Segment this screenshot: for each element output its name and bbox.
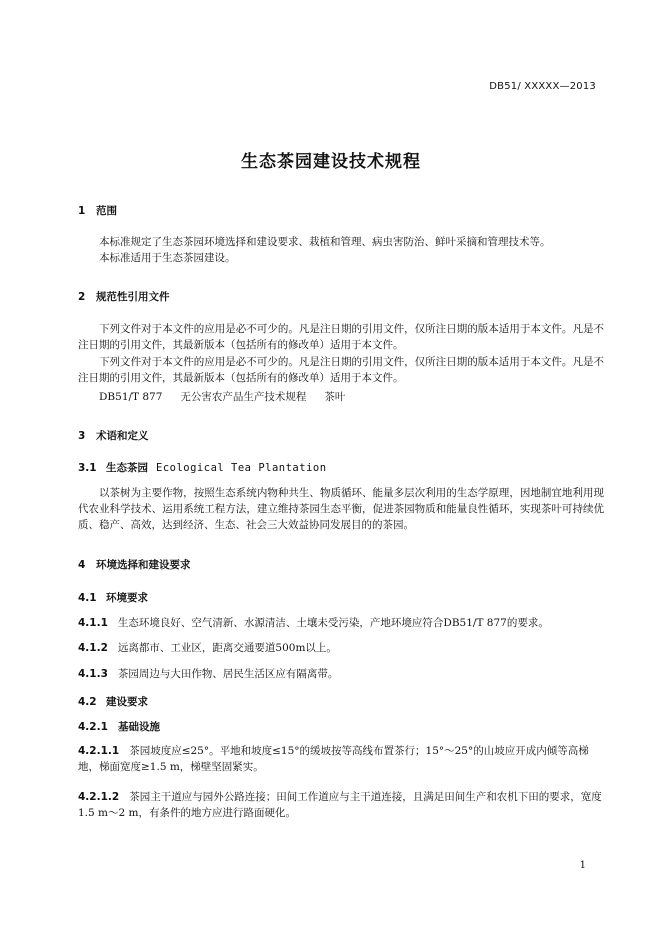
- reference-code: DB51/T 877: [99, 391, 163, 403]
- paragraph: 本标准规定了生态茶园环境选择和建设要求、栽植和管理、病虫害防治、鲜叶采摘和管理技术等。: [99, 236, 551, 248]
- clause-text: 茶园周边与大田作物、居民生活区应有隔离带。: [117, 668, 339, 680]
- section-heading-3: [78, 428, 149, 443]
- section-title: 环境选择和建设要求: [96, 559, 191, 571]
- section-number: 3: [78, 430, 86, 442]
- subsection-number: 4.1: [78, 592, 97, 604]
- term-number: 3.1: [78, 462, 97, 474]
- clause-text: 茶园坡度应≤25°。平地和坡度≤15°的缓坡按等高线布置茶行；15°～25°的山坡应开成内倾等高梯地，梯面宽度≥1.5 m，梯壁坚固紧实。: [78, 745, 589, 773]
- clause-number: 4.2.1.2: [78, 791, 120, 803]
- section-heading-2: [78, 289, 170, 304]
- clause-number: 4.2.1.1: [78, 745, 120, 757]
- subsection-number: 4.2: [78, 696, 97, 708]
- section-title: 范围: [96, 205, 117, 217]
- term-definition: 以茶树为主要作物，按照生态系统内物种共生、物质循环、能量多层次利用的生态学原理，因地制宜地利用现代农业科学技术、运用系统工程方法，建立维持茶园生态平衡，促进茶园物质和能量良性循环，实现茶叶可持续优质、稳产、高效，达到经济、生态、社会三大效益协同发展目的的茶园。: [78, 487, 604, 531]
- paragraph: 本标准适用于生态茶园建设。: [99, 252, 236, 264]
- document-title: 生态茶园建设技术规程: [241, 152, 421, 172]
- section-heading-1: [78, 203, 117, 218]
- reference-subtitle: 茶叶: [324, 391, 346, 403]
- section-number: 4: [78, 559, 86, 571]
- document-code: DB51/ XXXXX—2013: [489, 81, 596, 92]
- term-chinese: 生态茶园: [106, 462, 148, 474]
- normative-reference: [99, 389, 363, 404]
- subsection-heading-4-2-1: [78, 719, 160, 734]
- section-title: 术语和定义: [96, 430, 149, 442]
- subsection-title: 建设要求: [106, 696, 148, 708]
- term-heading: [78, 460, 327, 475]
- clause-4-2-1-2: [78, 789, 604, 821]
- section-heading-4: [78, 557, 191, 572]
- subsection-heading-4-2: [78, 694, 148, 709]
- paragraph: 下列文件对于本文件的应用是必不可少的。凡是注日期的引用文件，仅所注日期的版本适用于本文件。凡是不注日期的引用文件，其最新版本（包括所有的修改单）适用于本文件。: [78, 356, 604, 384]
- clause-4-1-1: [78, 615, 604, 631]
- clause-number: 4.1.3: [78, 668, 108, 680]
- section-title: 规范性引用文件: [96, 291, 170, 303]
- term-english: Ecological Tea Plantation: [156, 462, 327, 474]
- clause-text: 远离都市、工业区，距离交通要道500m以上。: [117, 642, 337, 654]
- section-number: 2: [78, 291, 86, 303]
- clause-number: 4.1.1: [78, 617, 108, 629]
- subsection-title: 基础设施: [118, 721, 160, 733]
- subsection-number: 4.2.1: [78, 721, 108, 733]
- clause-4-1-2: [78, 640, 604, 656]
- clause-number: 4.1.2: [78, 642, 108, 654]
- subsection-heading-4-1: [78, 590, 148, 605]
- page-number: 1: [579, 860, 586, 871]
- section-number: 1: [78, 205, 86, 217]
- clause-4-2-1-1: [78, 743, 604, 775]
- clause-text: 生态环境良好、空气清新、水源清洁、土壤未受污染，产地环境应符合DB51/T 877的要求。: [117, 617, 549, 629]
- clause-text: 茶园主干道应与园外公路连接；田间工作道应与主干道连接，且满足田间生产和农机下田的要求，宽度1.5 m～2 m，有条件的地方应进行路面硬化。: [78, 791, 602, 819]
- subsection-title: 环境要求: [106, 592, 148, 604]
- clause-4-1-3: [78, 666, 604, 682]
- reference-title: 无公害农产品生产技术规程: [180, 391, 307, 403]
- paragraph: 下列文件对于本文件的应用是必不可少的。凡是注日期的引用文件，仅所注日期的版本适用于本文件。凡是不注日期的引用文件，其最新版本（包括所有的修改单）适用于本文件。: [78, 323, 604, 351]
